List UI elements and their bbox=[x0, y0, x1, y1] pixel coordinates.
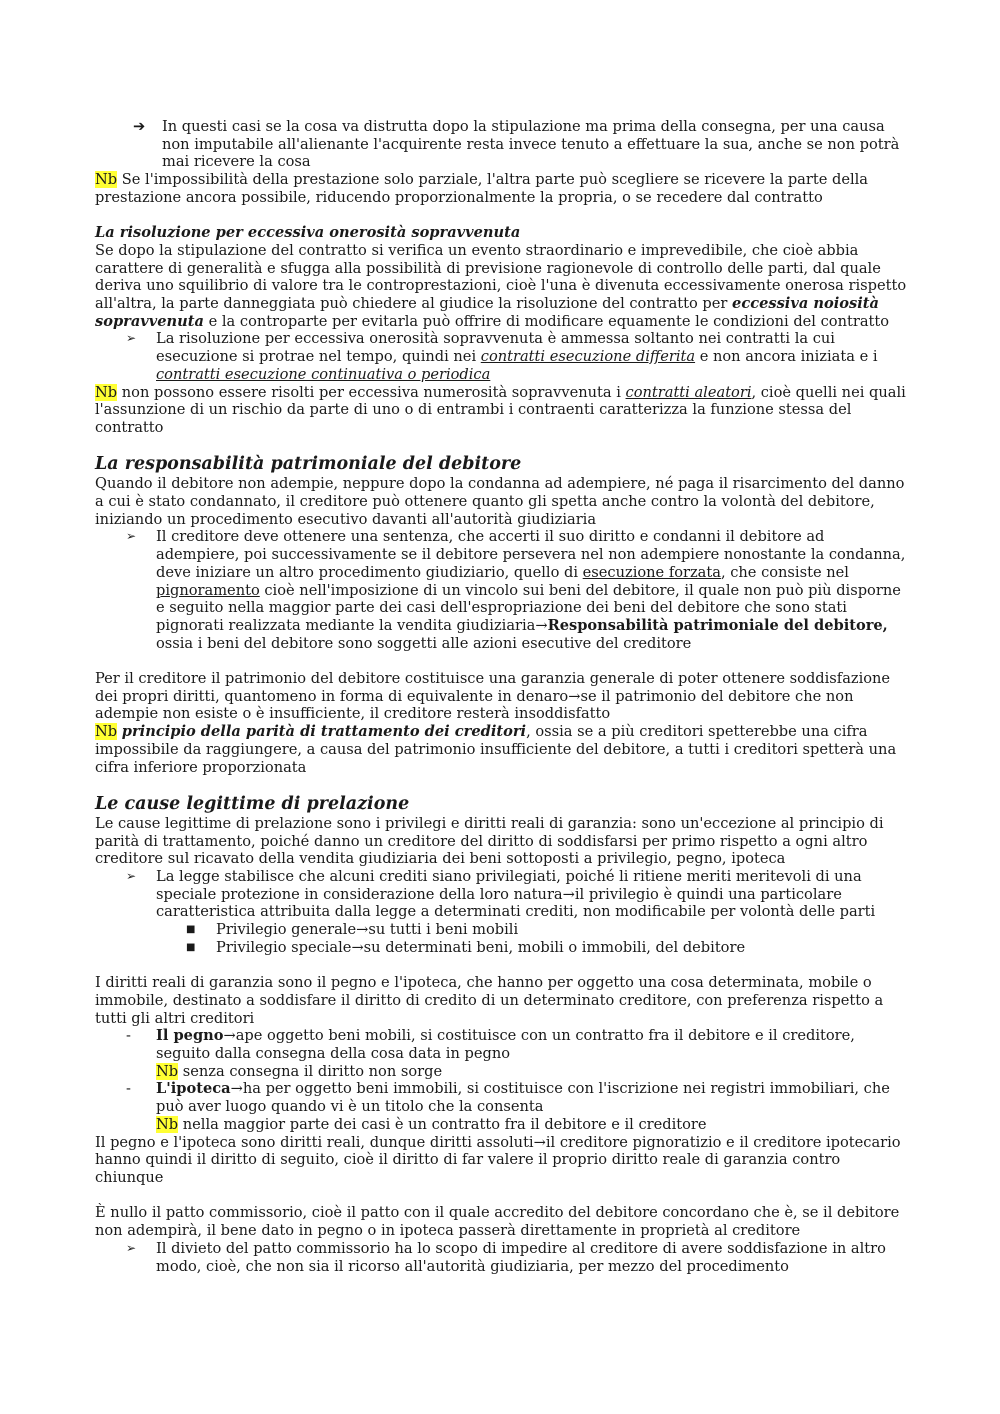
arrowhead-bullet-icon: ➢ bbox=[126, 331, 137, 346]
arrow-bullet-icon: ➔ bbox=[133, 118, 146, 135]
paragraph-text: In questi casi se la cosa va distrutta dopo la stipulazione ma prima della consegna, per una causa non imputabile all'alienante l'acquirente resta invece tenuto a effettuare la sua, anche se non potrà mai ricevere la cosa bbox=[162, 118, 900, 171]
square-bullet-icon: ■ bbox=[186, 924, 196, 936]
dash-bullet-icon: - bbox=[126, 1027, 131, 1045]
nb-text: , ossia se a più creditori spetterebbe una cifra impossibile da raggiungere, a causa del patrimonio insufficiente del debitore, a tutti i creditori spetterà una cifra inferiore proporzionata bbox=[95, 723, 897, 776]
nb-highlight: Nb bbox=[95, 383, 118, 401]
section-heading: La risoluzione per eccessiva onerosità sopravvenuta bbox=[95, 224, 521, 242]
bullet-text: il privilegio è quindi una particolare caratteristica attribuita dalla legge a determinati crediti, non modificabile per volontà delle parti bbox=[156, 885, 876, 921]
bullet-text: ape oggetto beni mobili, si costituisce con un contratto fra il debitore e il creditore, seguito dalla consegna della cosa data in pegno bbox=[156, 1027, 855, 1063]
bullet-text: Il divieto del patto commissorio ha lo scopo di impedire al creditore di avere soddisfazione in altro modo, cioè, che non sia il ricorso all'autorità giudiziaria, per mezzo del procedimento bbox=[156, 1239, 886, 1275]
underlined-term: pignoramento bbox=[156, 581, 260, 599]
section-heading: La responsabilità patrimoniale del debitore bbox=[95, 454, 522, 475]
sub-bullet-item bbox=[95, 939, 907, 957]
bullet-text: La risoluzione per eccessiva onerosità sopravvenuta è ammessa soltanto nei contratti la cui esecuzione si protrae nel tempo, quindi nei bbox=[156, 330, 835, 366]
nb-highlight: Nb bbox=[156, 1115, 179, 1133]
paragraph-text: Se dopo la stipulazione del contratto si verifica un evento straordinario e imprevedibile, che cioè abbia carattere di generalità e sfugga alla possibilità di previsione ragionevole di controllo delle parti, dal quale deriva uno squilibrio di valore tra le controprestazioni, cioè l'una è divenuta eccessivamente onerosa rispetto all'altra, la parte danneggiata può chiedere al giudice la risoluzione del contratto per bbox=[95, 241, 907, 313]
bold-term: Il pegno bbox=[156, 1027, 224, 1045]
underlined-term: contratti esecuzione continuativa o periodica bbox=[156, 365, 491, 383]
nb-text: nella maggior parte dei casi è un contratto fra il debitore e il creditore bbox=[178, 1115, 707, 1133]
bullet-item bbox=[95, 528, 907, 652]
bullet-text: Privilegio speciale bbox=[216, 938, 352, 956]
nb-highlight: Nb bbox=[95, 171, 118, 189]
right-arrow-icon: → bbox=[562, 885, 575, 903]
right-arrow-icon: → bbox=[535, 616, 548, 634]
bold-term: L'ipoteca bbox=[156, 1080, 231, 1098]
paragraph bbox=[95, 670, 907, 723]
paragraph: I diritti reali di garanzia sono il pegno e l'ipoteca, che hanno per oggetto una cosa determinata, mobile o immobile, destinato a soddisfare il diritto di credito di un determinato creditore, con preferenza rispetto a tutti gli altri creditori bbox=[95, 974, 884, 1027]
bullet-text: Il creditore deve ottenere una sentenza, che accerti il suo diritto e condanni il debitore ad adempiere, poi successivamente se il debitore persevera nel non adempiere nonostante la condanna, deve iniziare un altro procedimento giudiziario, quello di bbox=[156, 528, 906, 581]
bullet-text: Privilegio generale bbox=[216, 921, 357, 939]
paragraph: È nullo il patto commissorio, cioè il patto con il quale accredito del debitore concordano che è, se il debitore non adempirà, il bene dato in pegno o in ipoteca passerà direttamente in proprietà al creditore bbox=[95, 1204, 900, 1240]
arrowhead-bullet-icon: ➢ bbox=[126, 869, 137, 884]
nb-highlight: Nb bbox=[95, 723, 118, 741]
paragraph bbox=[95, 242, 907, 331]
paragraph-text: Per il creditore il patrimonio del debitore costituisce una garanzia generale di poter ottenere soddisfazione dei propri diritti, quantomeno in forma di equivalente in denaro bbox=[95, 670, 891, 705]
bold-term: principio della parità di trattamento dei creditori bbox=[121, 723, 527, 741]
bullet-text: La legge stabilisce che alcuni crediti siano privilegiati, poiché li ritiene meriti meritevoli di una speciale protezione in considerazione della loro natura bbox=[156, 868, 862, 903]
nb-text: non possono essere risolti per eccessiva numerosità sopravvenuta i bbox=[117, 383, 626, 401]
paragraph: Quando il debitore non adempie, neppure dopo la condanna ad adempiere, né paga il risarcimento del danno a cui è stato condannato, il creditore può ottenere quanto gli spetta anche contro la volontà del debitore, iniziando un procedimento esecutivo davanti all'autorità giudiziaria bbox=[95, 475, 905, 528]
paragraph-text: se il patrimonio del debitore che non adempie non esiste o è insufficiente, il creditore resterà insoddisfatto bbox=[95, 687, 854, 723]
sub-bullet-item bbox=[95, 921, 907, 939]
nb-note bbox=[95, 1116, 907, 1134]
dash-bullet-icon: - bbox=[126, 1080, 131, 1098]
dash-item bbox=[95, 1080, 907, 1115]
section-heading: Le cause legittime di prelazione bbox=[95, 793, 410, 814]
right-arrow-icon: → bbox=[568, 687, 581, 705]
arrowhead-bullet-icon: ➢ bbox=[126, 1240, 137, 1255]
bold-term: Responsabilità patrimoniale del debitore, bbox=[547, 616, 888, 634]
document-page bbox=[95, 118, 907, 1275]
right-arrow-icon: → bbox=[356, 921, 369, 939]
bullet-item bbox=[95, 1240, 907, 1275]
nb-note bbox=[95, 171, 907, 206]
nb-text: , cioè quelli nei quali l'assunzione di un rischio da parte di uno o di entrambi i contraenti caratterizza la funzione stessa del contratto bbox=[95, 383, 906, 436]
bullet-text: ha per oggetto beni immobili, si costituisce con l'iscrizione nei registri immobiliari, che può aver luogo quando vi è un titolo che la consenta bbox=[156, 1080, 890, 1116]
paragraph-text: e la controparte per evitarla può offrire di modificare equamente le condizioni del contratto bbox=[203, 312, 890, 330]
bullet-text: , che consiste nel bbox=[720, 563, 849, 581]
dash-item bbox=[95, 1027, 907, 1062]
paragraph-text: il creditore pignoratizio e il creditore ipotecario hanno quindi il diritto di seguito, cioè il diritto di far valere il proprio diritto reale di garanzia contro chiunque bbox=[95, 1133, 901, 1186]
right-arrow-icon: → bbox=[223, 1027, 236, 1045]
underlined-term: contratti esecuzione differita bbox=[480, 348, 696, 366]
bullet-item bbox=[95, 330, 907, 383]
bullet-text: ossia i beni del debitore sono soggetti alle azioni esecutive del creditore bbox=[156, 634, 692, 652]
arrowhead-bullet-icon: ➢ bbox=[126, 529, 137, 544]
square-bullet-icon: ■ bbox=[186, 941, 196, 953]
nb-text: Se l'impossibilità della prestazione solo parziale, l'altra parte può scegliere se ricevere la parte della prestazione ancora possibile, riducendo proporzionalmente la propria, o se recedere dal contratto bbox=[95, 171, 868, 206]
bullet-text: e non ancora iniziata e i bbox=[695, 348, 878, 366]
paragraph: Le cause legittime di prelazione sono i privilegi e diritti reali di garanzia: sono un'eccezione al principio di parità di trattamento, poiché danno un creditore del diritto di soddisfarsi per primo rispetto a ogni altro creditore sul ricavato della vendita giudiziaria dei beni sottoposti a privilegio, pegno, ipoteca bbox=[95, 814, 884, 868]
nb-note bbox=[95, 384, 907, 437]
right-arrow-icon: → bbox=[230, 1080, 243, 1098]
bullet-text: su determinati beni, mobili o immobili, del debitore bbox=[363, 938, 746, 956]
bullet-item bbox=[95, 868, 907, 921]
bullet-text: cioè nell'imposizione di un vincolo sui beni del debitore, il quale non può più disporne e seguito nella maggior parte dei casi dell'espropriazione dei beni del debitore che sono stati pignorati realizzata mediante la vendita giudiziaria bbox=[156, 581, 901, 634]
nb-highlight: Nb bbox=[156, 1062, 179, 1080]
nb-note bbox=[95, 723, 907, 776]
paragraph-text: Il pegno e l'ipoteca sono diritti reali, dunque diritti assoluti bbox=[95, 1133, 534, 1151]
paragraph bbox=[95, 1134, 907, 1187]
underlined-term: contratti aleatori bbox=[625, 383, 752, 401]
arrow-bullet-item bbox=[95, 118, 907, 171]
nb-note bbox=[95, 1063, 907, 1081]
bullet-text: su tutti i beni mobili bbox=[368, 921, 519, 939]
nb-text: senza consegna il diritto non sorge bbox=[178, 1062, 443, 1080]
right-arrow-icon: → bbox=[351, 938, 364, 956]
underlined-term: esecuzione forzata bbox=[582, 563, 721, 581]
bold-term: eccessiva noiosità sopravvenuta bbox=[95, 295, 879, 330]
right-arrow-icon: → bbox=[533, 1133, 546, 1151]
